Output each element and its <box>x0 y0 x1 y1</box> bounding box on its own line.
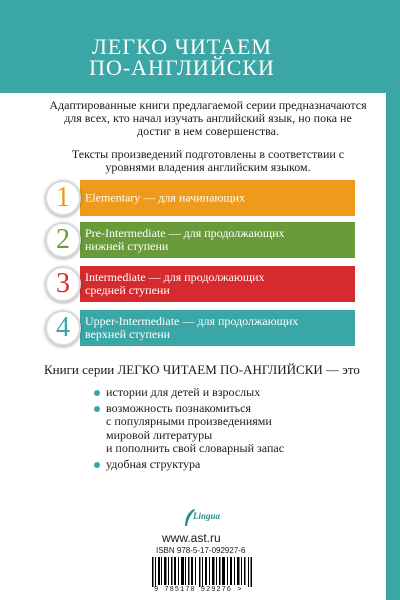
level-bar-3 <box>80 266 355 302</box>
level-number-3: 3 <box>45 266 81 302</box>
level-bar-2 <box>80 222 355 258</box>
benefit-item: истории для детей и взрослых <box>106 386 284 400</box>
logo-text: Lingua <box>193 511 221 521</box>
barcode-number: 9 785170 929276 > <box>154 586 243 594</box>
barcode-icon <box>152 557 252 587</box>
level-text-3: Intermediate — для продолжающих средней ступени <box>85 270 265 297</box>
spine-stripe <box>386 93 400 600</box>
level-number-1: 1 <box>45 180 81 216</box>
series-title-line2: ПО-АНГЛИЙСКИ <box>89 55 275 80</box>
intro-paragraph-1: Адаптированные книги предлагаемой серии предназначаются для всех, кто начал изучать английский язык, но пока не достиг в нем совершенства. <box>49 98 367 138</box>
isbn: ISBN 978-5-17-092927-6 <box>156 546 246 555</box>
series-intro-line: Книги серии ЛЕГКО ЧИТАЕМ ПО-АНГЛИЙСКИ — это <box>44 362 360 377</box>
level-text-4: Upper-Intermediate — для продолжающих верхней ступени <box>85 314 299 341</box>
level-number-2: 2 <box>45 222 81 258</box>
level-bar-1 <box>80 180 355 216</box>
level-text-1: Elementary — для начинающих <box>85 190 246 205</box>
header-band <box>0 0 400 93</box>
intro-paragraph-2: Тексты произведений подготовлены в соответствии с уровнями владения английским языком. <box>71 147 345 174</box>
level-bar-4 <box>80 310 355 346</box>
publisher-logo <box>183 508 223 528</box>
benefit-item: возможность познакомиться с популярными произведениями мировой литературы и пополнить свой словарный запас <box>106 400 285 455</box>
series-title-line1: ЛЕГКО ЧИТАЕМ <box>91 34 272 59</box>
level-number-4: 4 <box>45 310 81 346</box>
website: www.ast.ru <box>162 531 221 545</box>
benefits-list <box>106 386 284 473</box>
benefit-item: удобная структура <box>106 458 284 472</box>
level-text-2: Pre-Intermediate — для продолжающих нижней ступени <box>85 226 285 253</box>
